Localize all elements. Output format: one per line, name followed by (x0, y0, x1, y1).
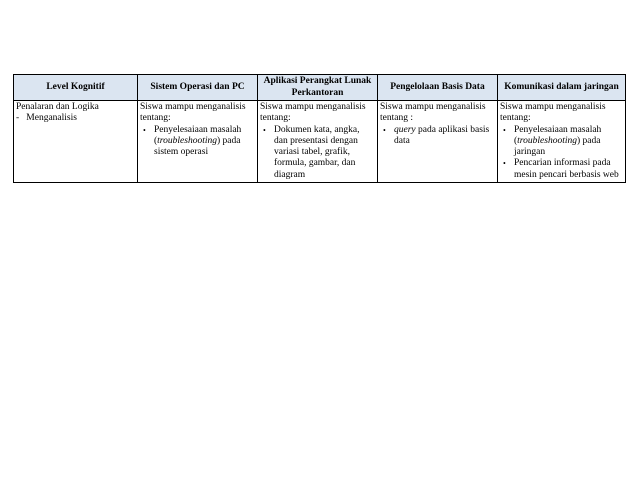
list-item (380, 125, 495, 148)
cell-intro-text: Siswa mampu menganalisis tentang: (500, 102, 606, 124)
bullet-list (260, 125, 375, 181)
list-item (500, 158, 623, 181)
cell-level-kognitif (14, 101, 138, 183)
bullet-list (500, 125, 623, 181)
header-basis-data: Pengelolaan Basis Data (378, 75, 498, 101)
header-komunikasi-jaringan: Komunikasi dalam jaringan (498, 75, 626, 101)
bullet-list (140, 125, 255, 159)
item-text: Pencarian informasi pada mesin pencari berbasis web (514, 158, 619, 180)
cell-intro-text: Siswa mampu menganalisis tentang: (140, 102, 246, 124)
cell-intro-text: Siswa mampu menganalisis tentang: (260, 102, 366, 124)
header-level-kognitif: Level Kognitif (14, 75, 138, 101)
item-text: pada aplikasi basis data (394, 124, 490, 146)
item-text: Penyelesaiaan masalah ( (514, 124, 602, 146)
cell-aplikasi-perkantoran (258, 101, 378, 183)
bullet-list (380, 125, 495, 148)
item-emphasis: troubleshooting (517, 135, 577, 146)
table-row (14, 101, 626, 183)
header-sistem-operasi: Sistem Operasi dan PC (138, 75, 258, 101)
cell-komunikasi-jaringan (498, 101, 626, 183)
cell-intro-text: Siswa mampu menganalisis tentang : (380, 102, 486, 124)
header-aplikasi-perkantoran: Aplikasi Perangkat Lunak Perkantoran (258, 75, 378, 101)
item-text: ) pada jaringan (514, 135, 601, 158)
cell-basis-data (378, 101, 498, 183)
level-category: Penalaran dan Logika (16, 102, 99, 112)
bullet-icon: • (383, 125, 386, 135)
list-item (260, 125, 375, 181)
competency-table-container (13, 74, 625, 183)
bullet-icon: • (143, 125, 146, 135)
bullet-icon: • (503, 125, 506, 135)
cell-sistem-operasi (138, 101, 258, 183)
list-item (500, 125, 623, 159)
bullet-icon: • (503, 159, 506, 169)
item-text: Dokumen kata, angka, dan presentasi dengan variasi tabel, grafik, formula, gambar, dan diagram (274, 124, 360, 180)
item-emphasis: query (394, 124, 416, 135)
list-item (140, 125, 255, 159)
item-text: Penyelesaiaan masalah ( (154, 124, 242, 146)
competency-table (13, 74, 626, 183)
table-header-row (14, 75, 626, 101)
level-subcategory: - Menganalisis (16, 113, 77, 124)
bullet-icon: • (263, 125, 266, 135)
item-text: ) pada sistem operasi (154, 135, 241, 158)
item-emphasis: troubleshooting (157, 135, 217, 146)
